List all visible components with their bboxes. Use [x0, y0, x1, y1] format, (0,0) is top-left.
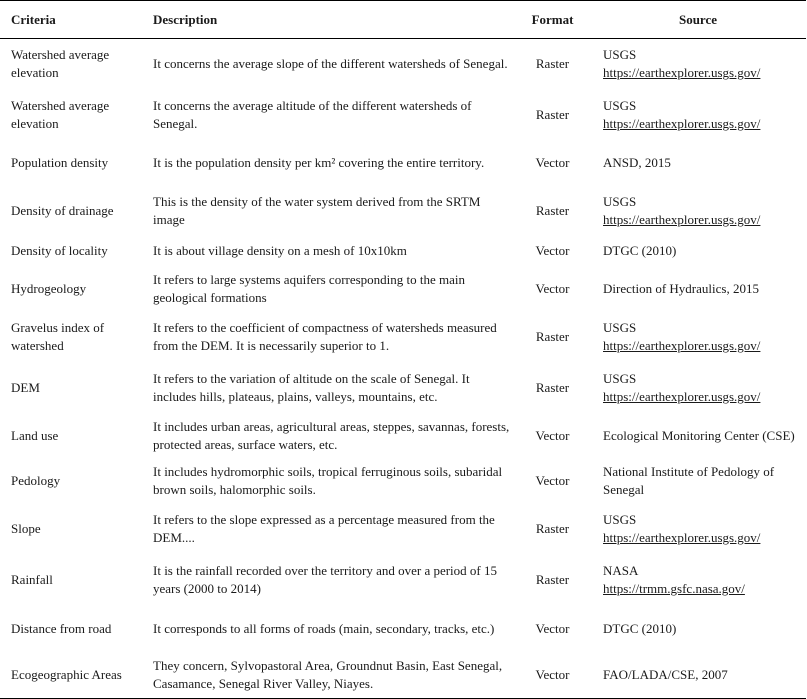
source-org: DTGC (2010)	[603, 243, 677, 258]
criteria-cell: Slope	[11, 521, 41, 536]
format-cell: Raster	[535, 107, 570, 122]
source-cell	[590, 459, 806, 504]
source-org: Ecological Monitoring Center (CSE)	[603, 428, 795, 443]
source-cell	[590, 39, 806, 90]
criteria-cell: Pedology	[11, 473, 61, 488]
criteria-cell: Density of locality	[11, 243, 108, 258]
format-cell: Vector	[535, 155, 570, 170]
criteria-cell: Watershed average elevation	[11, 98, 110, 131]
description-cell: This is the density of the water system derived from the SRTM image	[153, 194, 481, 227]
table-row	[0, 504, 806, 555]
source-org: USGS	[603, 512, 637, 527]
table-row	[0, 39, 806, 90]
source-cell	[590, 141, 806, 186]
description-cell: It is the population density per km² covering the entire territory.	[153, 155, 485, 170]
description-cell: It refers to the slope expressed as a percentage measured from the DEM....	[153, 512, 495, 545]
description-cell: They concern, Sylvopastoral Area, Groundnut Basin, East Senegal, Casamance, Senegal River Valley, Niayes.	[142, 652, 515, 699]
description-cell: It refers to the coefficient of compactness of watersheds measured from the DEM. It is necessarily superior to 1.	[153, 320, 497, 353]
table-row	[0, 90, 806, 141]
source-cell	[590, 555, 806, 606]
source-cell	[590, 266, 806, 312]
table-row	[0, 606, 806, 652]
criteria-cell: Land use	[11, 428, 59, 443]
format-cell: Vector	[535, 473, 570, 488]
source-link[interactable]: https://earthexplorer.usgs.gov/	[603, 116, 761, 131]
header-description: Description	[142, 1, 515, 39]
source-org: ANSD, 2015	[603, 155, 671, 170]
description-cell: It is about village density on a mesh of 10x10km	[153, 243, 407, 258]
criteria-cell: Hydrogeology	[11, 280, 87, 296]
description-cell: It includes urban areas, agricultural areas, steppes, savannas, forests, protected areas, surface waters, etc.	[153, 419, 510, 452]
source-org: USGS	[603, 194, 637, 209]
source-org: National Institute of Pedology of Senegal	[603, 464, 775, 497]
description-cell: It is the rainfall recorded over the territory and over a period of 15 years (2000 to 2014)	[153, 563, 497, 596]
source-link[interactable]: https://earthexplorer.usgs.gov/	[603, 338, 761, 353]
description-cell: It concerns the average slope of the different watersheds of Senegal.	[153, 56, 508, 72]
criteria-cell: Ecogeographic Areas	[0, 652, 142, 699]
format-cell: Vector	[515, 652, 590, 699]
table-row	[0, 555, 806, 606]
source-link[interactable]: https://earthexplorer.usgs.gov/	[603, 389, 761, 404]
table-row	[0, 141, 806, 186]
source-org: USGS	[603, 320, 637, 335]
source-cell	[590, 363, 806, 414]
source-link[interactable]: https://earthexplorer.usgs.gov/	[603, 65, 761, 81]
format-cell: Raster	[535, 521, 570, 536]
source-cell	[590, 186, 806, 237]
description-cell: It includes hydromorphic soils, tropical ferruginous soils, subaridal brown soils, halomorphic soils.	[153, 464, 503, 497]
source-cell	[590, 504, 806, 555]
header-format: Format	[515, 1, 590, 39]
criteria-cell: Distance from road	[11, 620, 112, 636]
source-cell	[590, 237, 806, 266]
source-org: DTGC (2010)	[603, 620, 677, 636]
source-org: USGS	[603, 98, 637, 113]
criteria-cell: Population density	[11, 155, 109, 170]
source-org: USGS	[603, 47, 637, 63]
criteria-cell: DEM	[11, 380, 40, 395]
format-cell: Raster	[535, 572, 570, 587]
criteria-cell: Density of drainage	[11, 203, 114, 218]
description-cell: It refers to the variation of altitude on the scale of Senegal. It includes hills, plateaus, plains, valleys, mountains, etc.	[153, 371, 470, 404]
table-row	[0, 237, 806, 266]
source-link[interactable]: https://earthexplorer.usgs.gov/	[603, 212, 761, 227]
source-org: FAO/LADA/CSE, 2007	[603, 666, 728, 682]
source-org: Direction of Hydraulics, 2015	[603, 280, 759, 296]
source-org: USGS	[603, 371, 637, 386]
criteria-cell: Watershed average elevation	[11, 47, 110, 81]
format-cell: Vector	[535, 243, 570, 258]
criteria-cell: Rainfall	[11, 572, 53, 587]
format-cell: Vector	[535, 620, 570, 636]
table-header-row	[0, 1, 806, 39]
source-cell	[590, 90, 806, 141]
source-cell	[590, 312, 806, 363]
table-row	[0, 363, 806, 414]
source-cell	[590, 606, 806, 652]
criteria-cell: Gravelus index of watershed	[11, 320, 105, 353]
table-row	[0, 652, 806, 699]
table-row	[0, 414, 806, 459]
source-link[interactable]: https://trmm.gsfc.nasa.gov/	[603, 581, 745, 596]
description-cell: It corresponds to all forms of roads (main, secondary, tracks, etc.)	[153, 620, 495, 636]
header-criteria: Criteria	[0, 1, 142, 39]
table-row	[0, 266, 806, 312]
format-cell: Raster	[535, 380, 570, 395]
table-row	[0, 312, 806, 363]
format-cell: Vector	[535, 280, 570, 296]
source-cell	[590, 652, 806, 699]
header-source: Source	[590, 1, 806, 39]
table-row	[0, 186, 806, 237]
table-row	[0, 459, 806, 504]
source-link[interactable]: https://earthexplorer.usgs.gov/	[603, 530, 761, 545]
format-cell: Raster	[535, 203, 570, 218]
source-org: NASA	[603, 563, 639, 578]
description-cell: It concerns the average altitude of the different watersheds of Senegal.	[153, 98, 472, 131]
format-cell: Raster	[535, 329, 570, 344]
description-cell: It refers to large systems aquifers corresponding to the main geological formations	[153, 271, 466, 305]
format-cell: Vector	[535, 428, 570, 443]
source-cell	[590, 414, 806, 459]
format-cell: Raster	[535, 56, 570, 72]
